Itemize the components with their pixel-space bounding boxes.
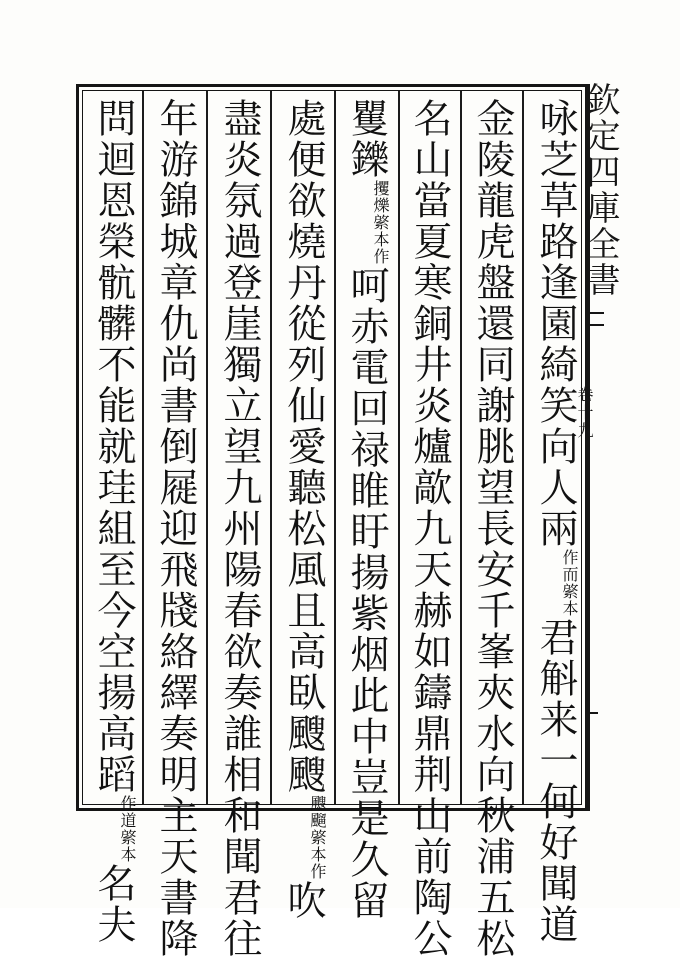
column-text: 矍鑠 bbox=[344, 98, 389, 180]
column-text: 名夫 bbox=[91, 863, 136, 945]
column-rule bbox=[334, 91, 336, 804]
column-text: 咏芝草路逢園綺笑向人兩 bbox=[533, 98, 578, 549]
text-column bbox=[406, 98, 452, 959]
column-text: 吹 bbox=[281, 880, 326, 921]
annotation-line: 綮本 bbox=[560, 583, 579, 617]
text-column bbox=[152, 98, 198, 959]
juan-number: 卷十九 bbox=[575, 386, 594, 440]
book-title: 欽定四庫全書 bbox=[580, 82, 620, 298]
column-text: 金陵龍虎盤還同謝朓望長安千峯夾水向秋浦五松 bbox=[470, 98, 515, 959]
text-column bbox=[216, 98, 262, 959]
column-rule bbox=[270, 91, 272, 804]
column-rule bbox=[522, 91, 524, 804]
text-column bbox=[90, 98, 137, 945]
column-text: 盡炎氛過登崖獨立望九州陽春欲奏誰相和聞君往 bbox=[217, 98, 262, 959]
text-column bbox=[280, 98, 327, 921]
annotation bbox=[118, 795, 136, 863]
annotation-line: 作道 bbox=[118, 795, 137, 829]
column-text: 名山當夏寒銅井炎爐歊九天赫如鑄鼎荆山前陶公 bbox=[407, 98, 452, 959]
annotation-line: 綮本作 bbox=[371, 214, 390, 265]
annotation bbox=[371, 180, 389, 265]
column-text: 年游錦城章仇尚書倒屣迎飛牋絡繹奏明主天書降 bbox=[153, 98, 198, 959]
column-text: 君斛来一何好聞道 bbox=[533, 617, 578, 945]
annotation-line: 綮本 bbox=[118, 829, 137, 863]
text-column bbox=[469, 98, 515, 959]
annotation-line: 綮本作 bbox=[308, 829, 327, 880]
annotation-line: 攫爍 bbox=[371, 180, 390, 214]
column-text: 呵赤電回禄睢盱揚紫烟此中豈是久留 bbox=[344, 265, 389, 921]
column-rule bbox=[460, 91, 462, 804]
column-rule bbox=[398, 91, 400, 804]
text-column bbox=[532, 98, 579, 945]
fish-tail-mark bbox=[590, 312, 604, 326]
column-text: 問迴恩榮骯髒不能就珪組至今空揚高蹈 bbox=[91, 98, 136, 795]
column-rule bbox=[142, 91, 144, 804]
text-column bbox=[343, 98, 390, 921]
annotation-line: 颼飀 bbox=[308, 795, 327, 829]
column-text: 處便欲燒丹從列仙愛聽松風且高臥颼颼 bbox=[281, 98, 326, 795]
annotation bbox=[560, 549, 578, 617]
column-rule bbox=[206, 91, 208, 804]
annotation bbox=[308, 795, 326, 880]
page-mark bbox=[588, 712, 598, 714]
annotation-line: 作而 bbox=[560, 549, 579, 583]
